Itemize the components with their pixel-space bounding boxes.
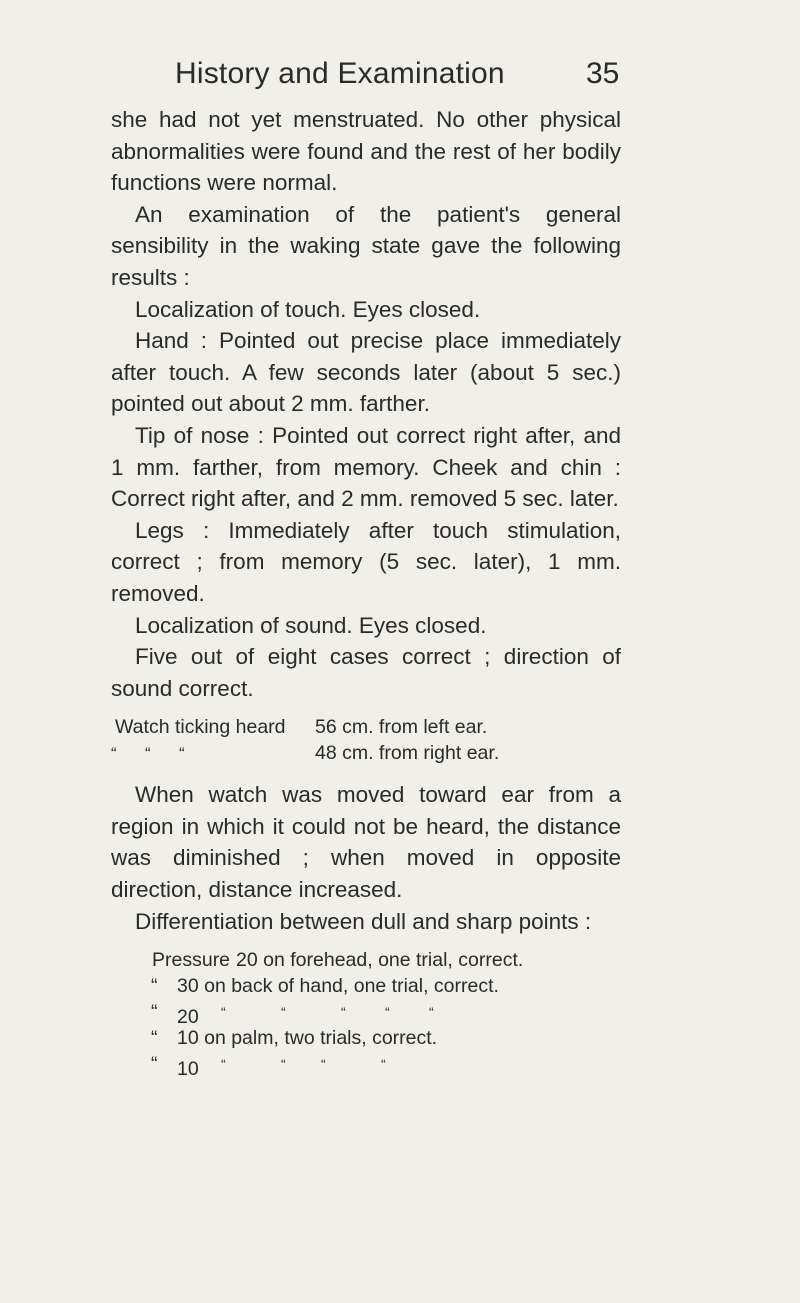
row-label: Watch ticking heard [115,716,286,739]
table-row [111,973,621,999]
ditto-mark: “ [341,1004,346,1021]
table-row [111,1051,621,1081]
ditto-mark: “ [281,1004,286,1021]
page-body [111,104,621,1089]
pressure-table [111,947,621,1081]
row-text: 10 on palm, two trials, correct. [177,1027,438,1050]
ditto-mark: “ [151,1027,158,1050]
ditto-mark: “ [381,1056,386,1073]
ditto-mark: “ [429,1004,434,1021]
ditto-mark: “ [321,1056,326,1073]
paragraph: Hand : Pointed out precise place immediately after touch. A few seconds later (about 5 sec.) pointed out about 2 mm. farther. [111,328,621,417]
row-text: 20 on forehead, one trial, correct. [236,949,524,972]
ditto-marks [221,1051,401,1077]
paragraph: Localization of touch. Eyes closed. [135,296,481,322]
watch-ticking-table [111,714,621,767]
row-text: 48 cm. from right ear. [315,742,500,765]
table-row [111,740,621,767]
ditto-mark: “ [281,1056,286,1073]
ditto-mark: “ [221,1004,226,1021]
ditto-marks: “ “ “ [111,744,185,764]
row-value: 20 [177,1006,199,1029]
ditto-mark: “ [221,1056,226,1073]
paragraph: Tip of nose : Pointed out correct right after, and 1 mm. farther, from memory. Cheek and chin : Correct right after, and 2 mm. removed 5 sec. later. [111,422,621,512]
paragraph: An examination of the patient's general sensibility in the waking state gave the following results : [111,201,621,290]
ditto-marks [221,999,449,1025]
row-text: 56 cm. from left ear. [315,716,488,739]
paragraph: she had not yet menstruated. No other physical abnormalities were found and the rest of her bodily functions were normal. [111,107,621,196]
row-value: 10 [177,1058,199,1081]
page-number: 35 [586,57,620,90]
ditto-mark: “ [151,1001,158,1024]
paragraph: Legs : Immediately after touch stimulation, correct ; from memory (5 sec. later), 1 mm. removed. [111,517,621,606]
table-row [111,714,621,740]
running-title: History and Examination [175,57,505,90]
paragraph: When watch was moved toward ear from a region in which it could not be heard, the distance was diminished ; when moved in opposite direction, distance increased. [111,782,621,903]
ditto-mark: “ [385,1004,390,1021]
row-text: 30 on back of hand, one trial, correct. [177,975,499,998]
table-row [111,947,621,973]
page-header [0,57,800,97]
ditto-mark: “ [151,975,158,998]
paragraph: Differentiation between dull and sharp points : [135,908,592,934]
paragraph: Localization of sound. Eyes closed. [135,612,487,638]
paragraph: Five out of eight cases correct ; direction of sound correct. [111,644,621,701]
row-label: Pressure [152,949,231,972]
ditto-mark: “ [151,1053,158,1076]
table-row [111,999,621,1029]
